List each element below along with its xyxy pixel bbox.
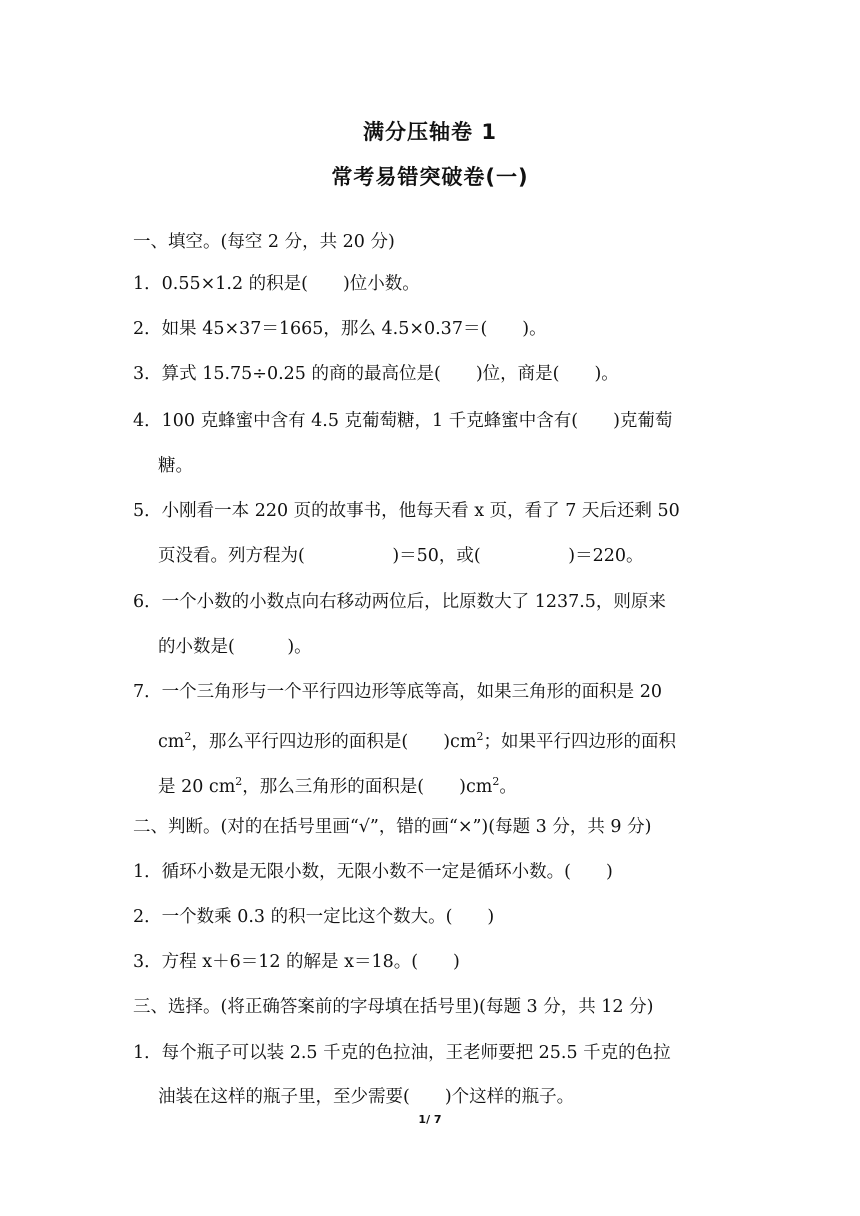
- section-heading-true-false: 二、判断。(对的在括号里画“√”，错的画“×”)(每题 3 分，共 9 分): [133, 817, 652, 837]
- question-3-1-line-2: 油装在这样的瓶子里，至少需要( )个这样的瓶子。: [158, 1087, 575, 1107]
- exam-title: 满分压轴卷 1: [363, 120, 497, 144]
- question-1-6-line-2: 的小数是( )。: [158, 637, 312, 657]
- question-text: ；如果平行四边形的面积: [483, 731, 676, 752]
- question-text: 。: [499, 776, 517, 797]
- exam-subtitle: 常考易错突破卷(一): [331, 165, 529, 189]
- superscript: 2: [184, 730, 192, 743]
- superscript: 2: [476, 730, 484, 743]
- question-1-4-line-2: 糖。: [158, 456, 193, 476]
- section-heading-fill-blank: 一、填空。(每空 2 分，共 20 分): [133, 232, 395, 252]
- unit-text: cm: [158, 731, 185, 752]
- question-1-7-line-1: 7．一个三角形与一个平行四边形等底等高，如果三角形的面积是 20: [133, 682, 662, 702]
- question-1-2: 2．如果 45×37＝1665，那么 4.5×0.37＝( )。: [133, 319, 547, 339]
- question-1-3: 3．算式 15.75÷0.25 的商的最高位是( )位，商是( )。: [133, 364, 619, 384]
- superscript: 2: [492, 775, 500, 788]
- question-3-1-line-1: 1．每个瓶子可以装 2.5 千克的色拉油，王老师要把 25.5 千克的色拉: [133, 1043, 671, 1063]
- question-text: ，那么平行四边形的面积是( )cm: [191, 731, 477, 752]
- question-text: ，那么三角形的面积是( )cm: [242, 776, 493, 797]
- question-1-7-line-3: [158, 769, 758, 800]
- question-1-7-line-2: [158, 724, 758, 755]
- superscript: 2: [235, 775, 243, 788]
- page-number: 1/ 7: [418, 1113, 442, 1126]
- question-1-6-line-1: 6．一个小数的小数点向右移动两位后，比原数大了 1237.5，则原来: [133, 592, 666, 612]
- question-2-3: 3．方程 x＋6＝12 的解是 x＝18。( ): [133, 952, 460, 972]
- section-heading-multiple-choice: 三、选择。(将正确答案前的字母填在括号里)(每题 3 分，共 12 分): [133, 997, 654, 1017]
- question-2-1: 1．循环小数是无限小数，无限小数不一定是循环小数。( ): [133, 862, 613, 882]
- question-1-4-line-1: 4．100 克蜂蜜中含有 4.5 克葡萄糖，1 千克蜂蜜中含有( )克葡萄: [133, 411, 673, 431]
- question-2-2: 2．一个数乘 0.3 的积一定比这个数大。( ): [133, 907, 495, 927]
- question-1-5-line-2: 页没看。列方程为( )＝50，或( )＝220。: [158, 546, 644, 566]
- question-1-5-line-1: 5．小刚看一本 220 页的故事书，他每天看 x 页，看了 7 天后还剩 50: [133, 501, 680, 521]
- question-1-1: 1．0.55×1.2 的积是( )位小数。: [133, 274, 420, 294]
- question-text: 是 20 cm: [158, 776, 236, 797]
